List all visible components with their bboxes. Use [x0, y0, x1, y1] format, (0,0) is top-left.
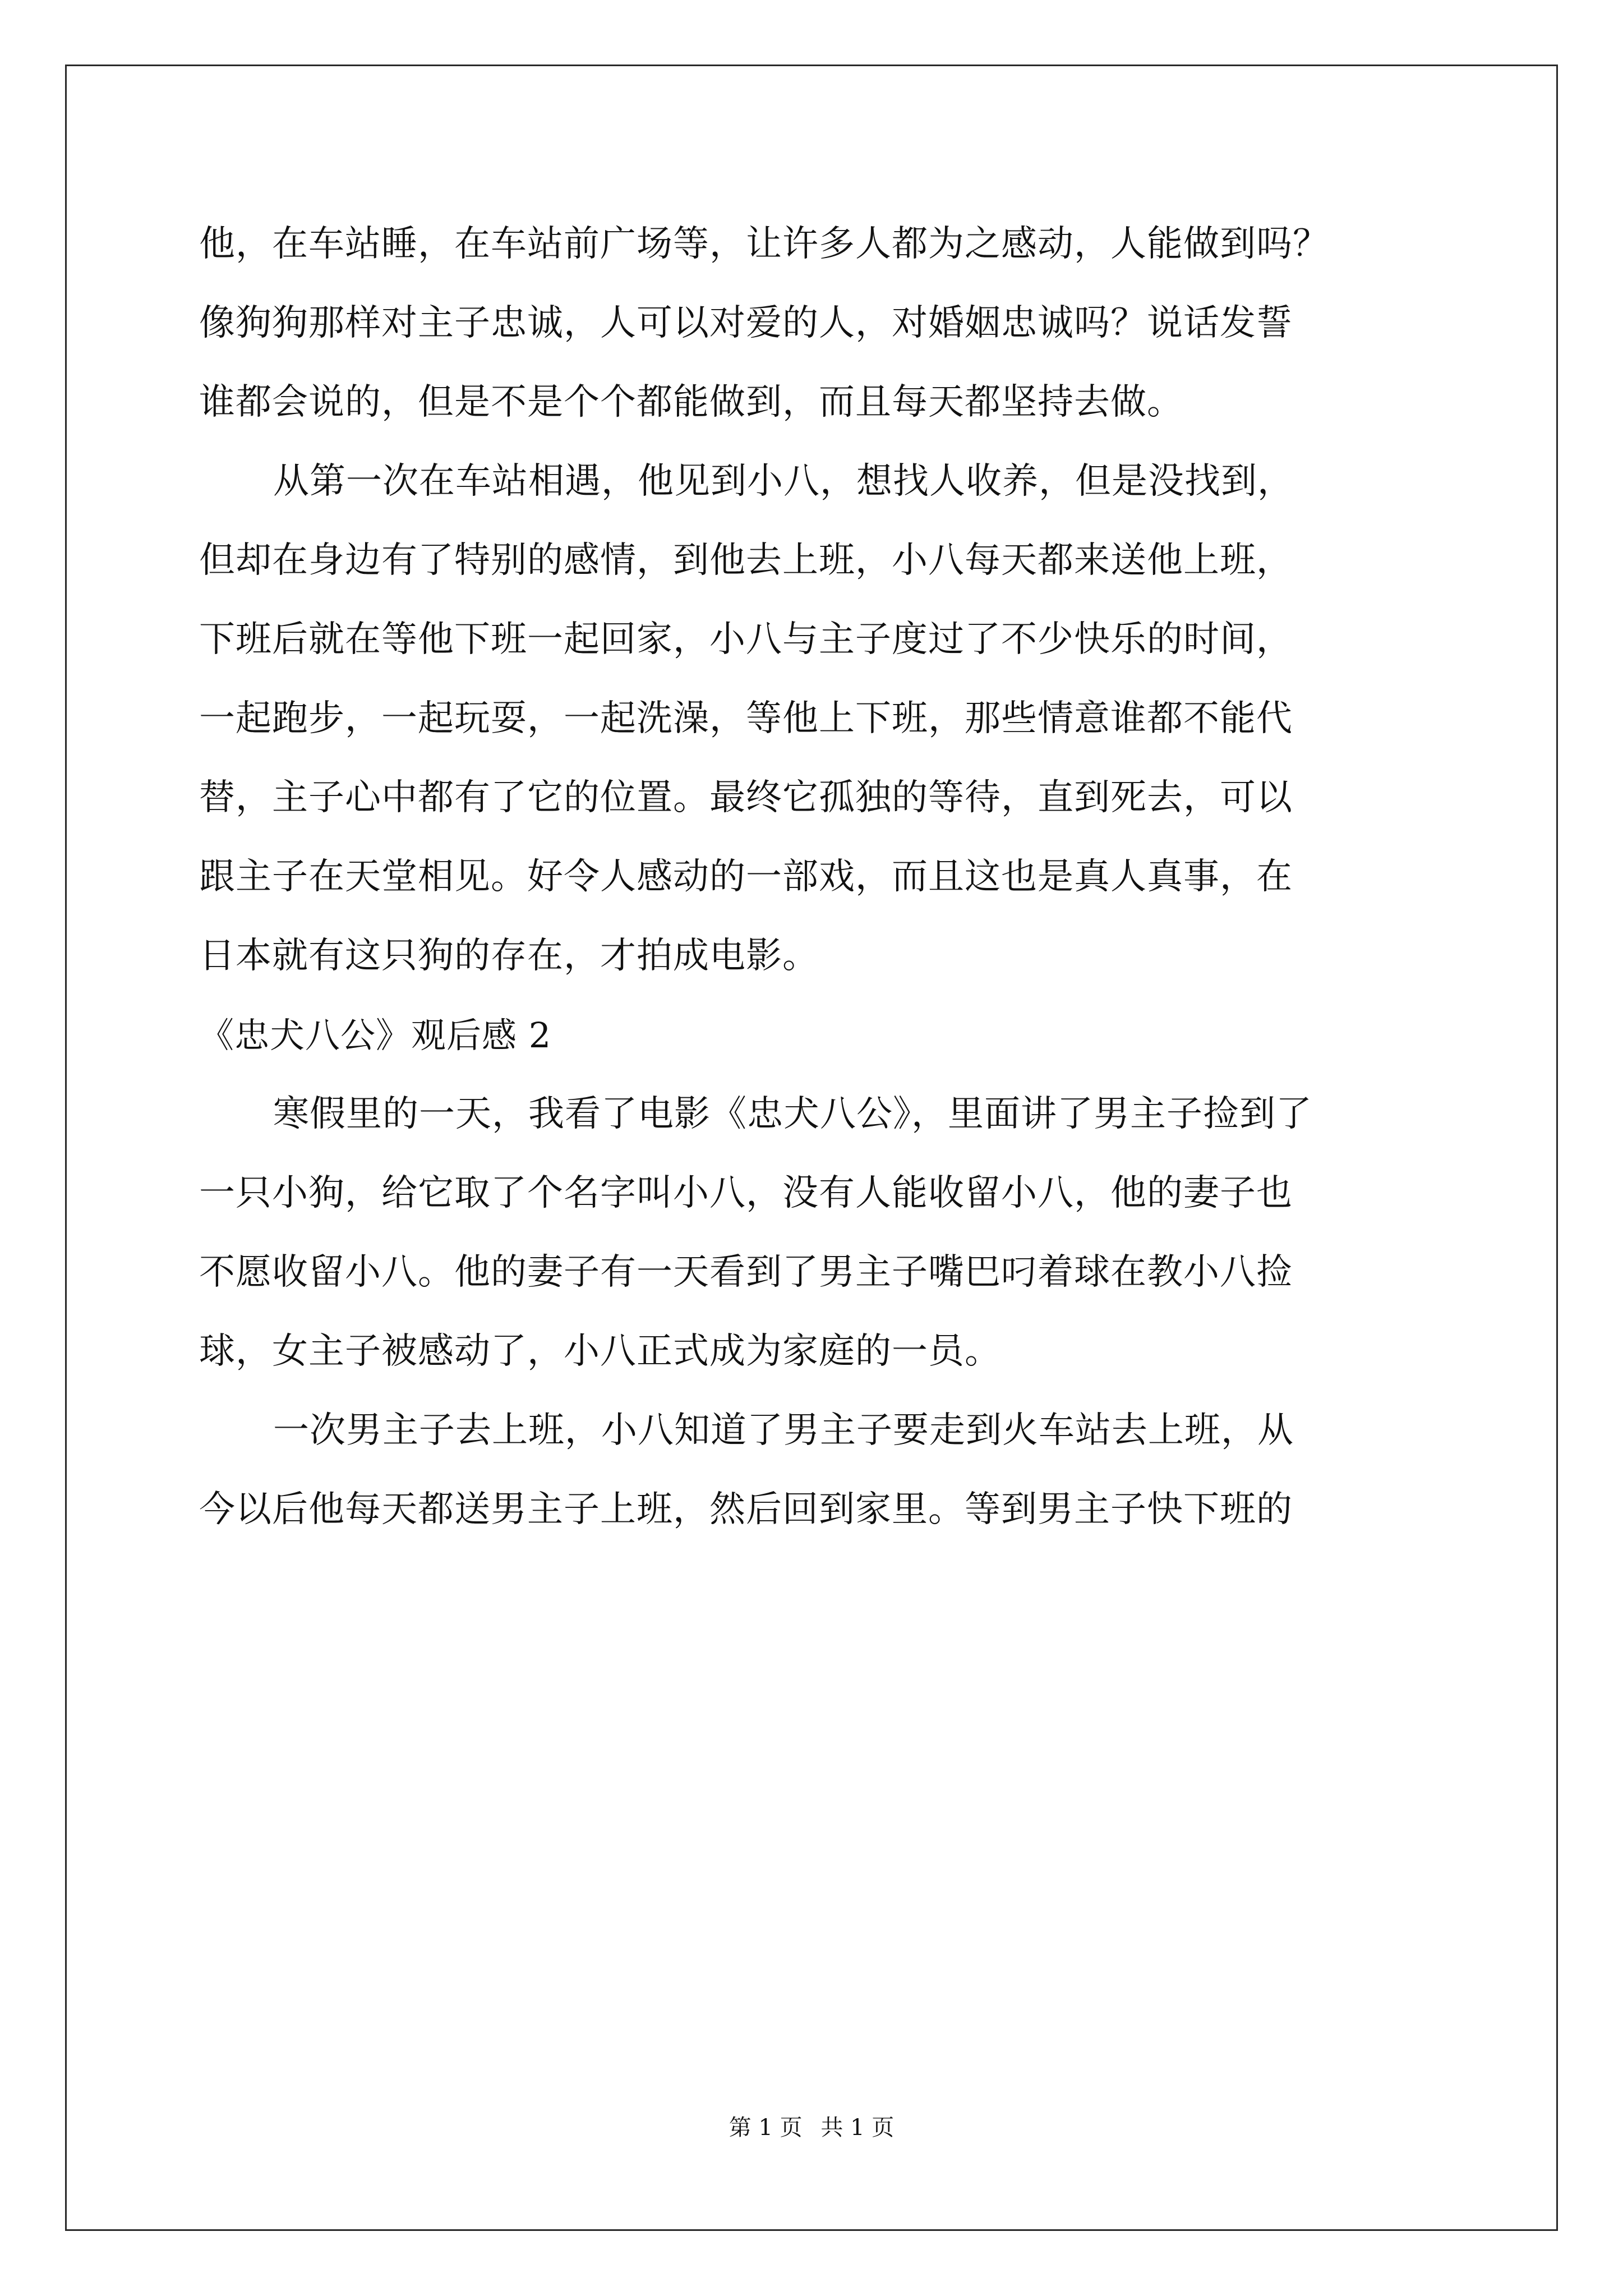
text-line: 今以后他每天都送男主子上班，然后回到家里。等到男主子快下班的: [199, 1489, 1293, 1530]
page-footer: [0, 2114, 1623, 2142]
paragraph-start-line: 一次男主子去上班，小八知道了男主子要走到火车站去上班，从: [273, 1410, 1294, 1451]
text-line: 不愿收留小八。他的妻子有一天看到了男主子嘴巴叼着球在教小八捡: [199, 1251, 1293, 1293]
text-line: 替，主子心中都有了它的位置。最终它孤独的等待，直到死去，可以: [199, 777, 1293, 818]
paragraph-start-line: 寒假里的一天，我看了电影《忠犬八公》，里面讲了男主子捡到了: [273, 1093, 1312, 1135]
paragraph-start-line: 从第一次在车站相遇，他见到小八，想找人收养，但是没找到，: [273, 461, 1294, 502]
text-line: 谁都会说的，但是不是个个都能做到，而且每天都坚持去做。: [199, 381, 1183, 423]
text-line: 一起跑步，一起玩耍，一起洗澡，等他上下班，那些情意谁都不能代: [199, 698, 1293, 739]
document-body: [199, 205, 1444, 1549]
text-line: 跟主子在天堂相见。好令人感动的一部戏，而且这也是真人真事，在: [199, 856, 1293, 898]
text-line: 日本就有这只狗的存在，才拍成电影。: [199, 935, 819, 977]
text-line: 但却在身边有了特别的感情，到他去上班，小八每天都来送他上班，: [199, 540, 1293, 581]
text-line: 下班后就在等他下班一起回家，小八与主子度过了不少快乐的时间，: [199, 619, 1293, 660]
text-line: 一只小狗，给它取了个名字叫小八，没有人能收留小八，他的妻子也: [199, 1172, 1293, 1214]
section-heading: 《忠犬八公》观后感 2: [199, 1015, 552, 1056]
text-line: 球，女主子被感动了，小八正式成为家庭的一员。: [199, 1331, 1001, 1372]
page-number: 第 1 页: [728, 2115, 803, 2141]
page-total: 共 1 页: [820, 2115, 895, 2141]
text-line: 像狗狗那样对主子忠诚，人可以对爱的人，对婚姻忠诚吗？说话发誓: [199, 302, 1293, 344]
text-line: 他，在车站睡，在车站前广场等，让许多人都为之感动，人能做到吗？: [199, 223, 1329, 265]
